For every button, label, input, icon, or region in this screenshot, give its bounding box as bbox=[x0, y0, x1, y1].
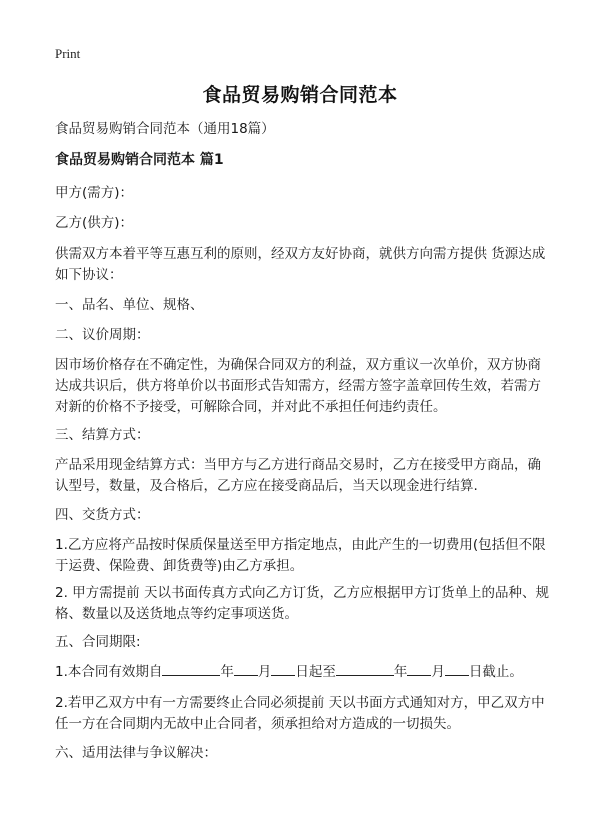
clause-5-item-2: 2.若甲乙双方中有一方需要终止合同必须提前 天以书面方式通知对方，甲乙双方中任一方在合同期内无故中止合同者，须承担给对方造成的一切损失。 bbox=[55, 695, 545, 732]
start-month-blank bbox=[234, 661, 258, 676]
term-year-1: 年 bbox=[220, 664, 234, 680]
print-button[interactable]: Print bbox=[55, 46, 81, 61]
clause-5-heading: 五、合同期限: bbox=[55, 634, 141, 650]
party-a-line: 甲方(需方)： bbox=[55, 185, 134, 201]
party-b-line: 乙方(供方)： bbox=[55, 215, 134, 231]
term-prefix: 1.本合同有效期自 bbox=[55, 664, 163, 680]
section-heading: 食品贸易购销合同范本 篇1 bbox=[55, 152, 224, 168]
clause-4-item-2: 2. 甲方需提前 天以书面传真方式向乙方订货，乙方应根据甲方订货单上的品种、规格、数量以及送货地点等约定事项送货。 bbox=[55, 585, 549, 622]
term-month-1: 月 bbox=[257, 664, 272, 680]
clause-4-heading: 四、交货方式： bbox=[55, 507, 150, 523]
term-month-2: 月 bbox=[431, 664, 445, 680]
end-month-blank bbox=[407, 661, 431, 676]
end-year-blank bbox=[336, 661, 394, 676]
clause-2-body: 因市场价格存在不确定性，为确保合同双方的利益，双方重议一次单价，双方协商达成共识后，供方将单价以书面形式告知需方，经需方签字盖章回传生效，若需方对新的价格不予接受，可解除合同，并对此不承担任何违约责任。 bbox=[55, 357, 541, 415]
clause-4-item-1: 1.乙方应将产品按时保质保量送至甲方指定地点，由此产生的一切费用(包括但不限于运费、保险费、卸货费等)由乙方承担。 bbox=[55, 537, 546, 574]
start-year-blank bbox=[162, 661, 220, 676]
clause-3-heading: 三、结算方式： bbox=[55, 427, 150, 443]
clause-3-body: 产品采用现金结算方式：当甲方与乙方进行商品交易时，乙方在接受甲方商品，确认型号，数量，及合格后，乙方应在接受商品后，当天以现金进行结算. bbox=[55, 457, 541, 494]
end-day-blank bbox=[445, 661, 469, 676]
term-day-end: 日截止。 bbox=[468, 664, 523, 680]
intro-paragraph: 供需双方本着平等互惠互利的原则，经双方友好协商，就供方向需方提供 货源达成如下协议： bbox=[55, 246, 546, 283]
page-title: 食品贸易购销合同范本 bbox=[202, 84, 398, 106]
term-year-2: 年 bbox=[393, 664, 408, 680]
clause-2-heading: 二、议价周期： bbox=[55, 327, 150, 343]
start-day-blank bbox=[271, 661, 295, 676]
clause-5-item-1 bbox=[55, 661, 551, 683]
document-subtitle: 食品贸易购销合同范本（通用18篇） bbox=[55, 121, 275, 137]
clause-6-heading: 六、适用法律与争议解决： bbox=[55, 745, 217, 761]
clause-1-heading: 一、品名、单位、规格、 bbox=[55, 297, 204, 313]
term-day-start: 日起至 bbox=[295, 664, 336, 680]
